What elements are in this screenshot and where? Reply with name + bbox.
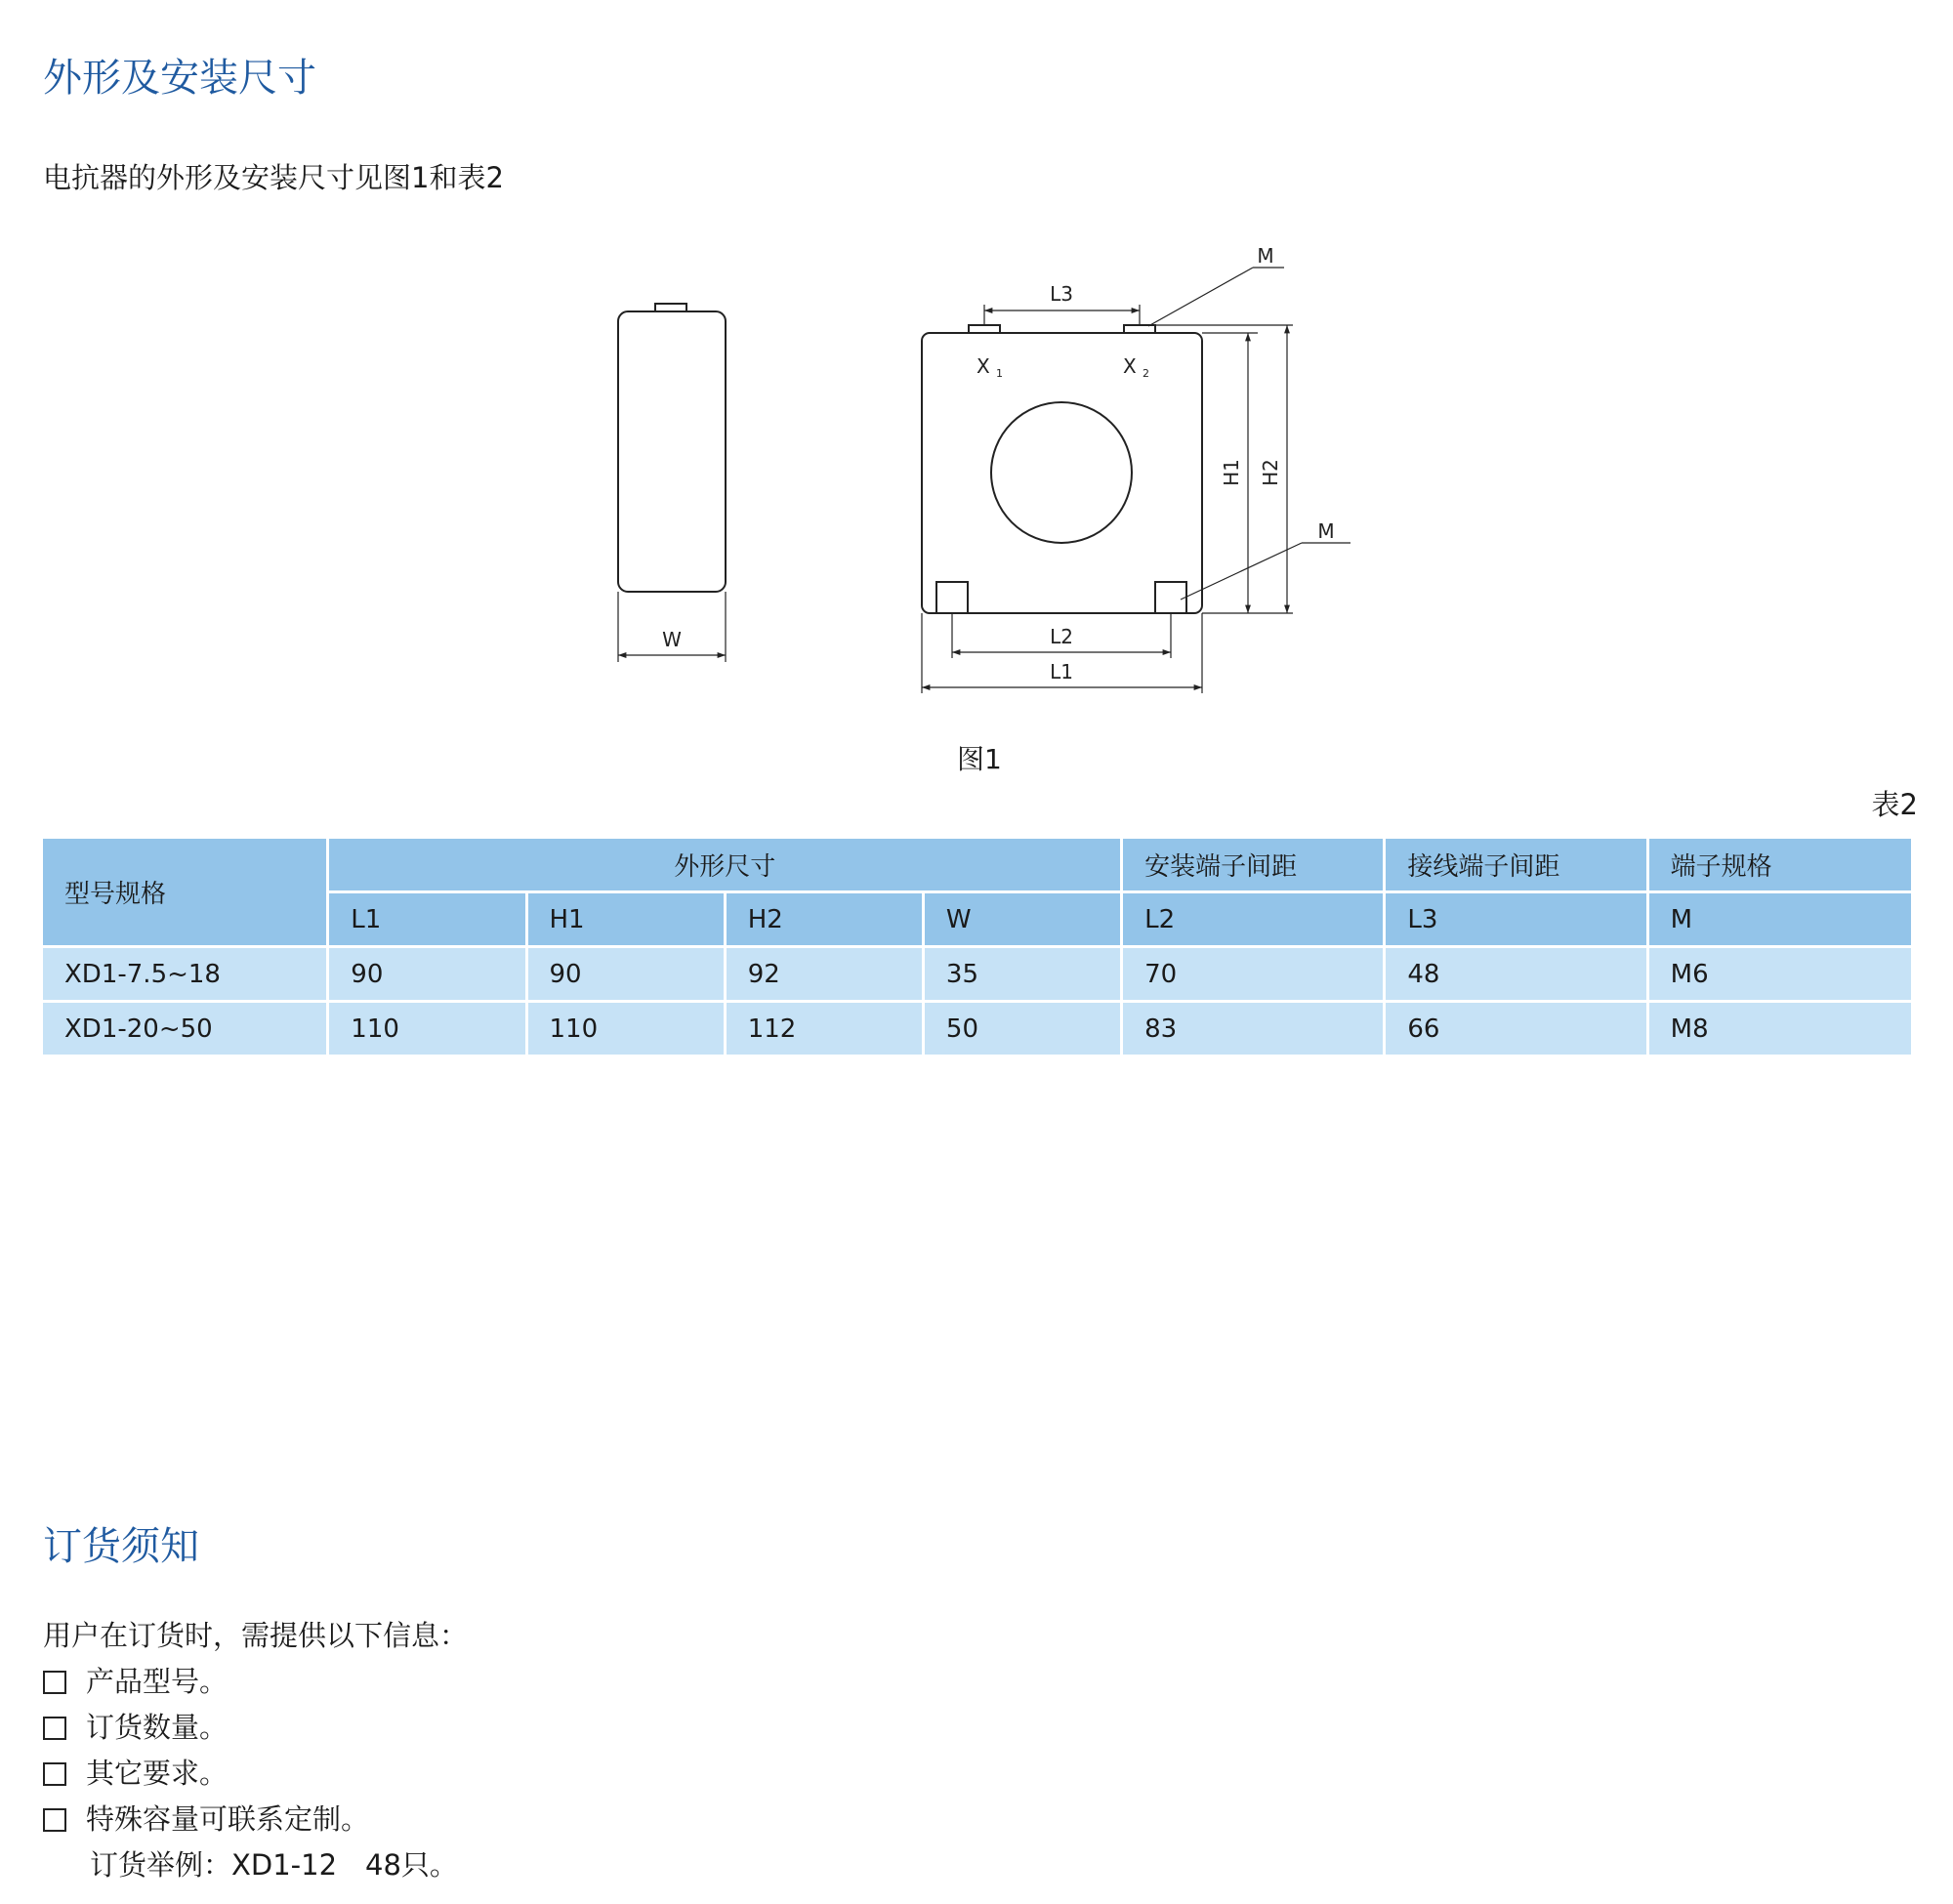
checkbox-icon [43,1762,66,1786]
m-leader-top [1148,268,1253,326]
header-model: 型号规格 [43,839,326,945]
m-leader-bottom [1181,543,1302,600]
cell-w: 35 [925,948,1120,1000]
mount-foot-right [1155,582,1186,613]
cell-model: XD1-7.5~18 [43,948,326,1000]
table-row [43,948,1911,1000]
list-item-label: 其它要求。 [86,1757,229,1790]
checkbox-icon [43,1717,66,1740]
cell-m: M6 [1649,948,1911,1000]
checkbox-icon [43,1671,66,1694]
cell-l2: 70 [1123,948,1383,1000]
list-item [43,1705,468,1751]
terminal-x2 [1124,325,1155,333]
figure-caption: 图1 [957,743,1002,775]
dimension-table [40,836,1914,1057]
header-m: M [1649,893,1911,945]
front-view-body [922,333,1202,613]
cell-l3: 48 [1386,948,1645,1000]
label-h2: H2 [1259,459,1282,486]
list-item [43,1659,468,1705]
header-l3: L3 [1386,893,1645,945]
cell-w: 50 [925,1003,1120,1055]
cell-l3: 66 [1386,1003,1645,1055]
label-x1-sub: 1 [996,367,1003,380]
table-caption: 表2 [1871,788,1918,821]
header-mount: 安装端子间距 [1123,839,1383,890]
cell-h1: 110 [528,1003,724,1055]
cell-m: M8 [1649,1003,1911,1055]
terminal-x1 [969,325,1000,333]
table-header-row-1 [43,839,1911,890]
mount-foot-left [936,582,968,613]
cell-l2: 83 [1123,1003,1383,1055]
side-view-body [618,311,726,592]
header-terminal: 端子规格 [1649,839,1911,890]
header-h2: H2 [727,893,922,945]
dimensions-intro-text: 电抗器的外形及安装尺寸见图1和表2 [43,161,504,194]
cell-model: XD1-20~50 [43,1003,326,1055]
header-outline: 外形尺寸 [329,839,1120,890]
header-w: W [925,893,1120,945]
label-m-bottom: M [1317,519,1335,543]
section-title-ordering: 订货须知 [43,1524,199,1569]
list-item-label: 特殊容量可联系定制。 [86,1802,370,1836]
cell-h1: 90 [528,948,724,1000]
ordering-info [43,1613,468,1888]
list-item [43,1751,468,1797]
table-row [43,1003,1911,1055]
label-l2: L2 [1050,625,1073,648]
list-item-label: 订货数量。 [86,1711,229,1744]
cell-l1: 110 [329,1003,524,1055]
cell-l1: 90 [329,948,524,1000]
section-title-dimensions: 外形及安装尺寸 [43,56,316,101]
label-x1: X [976,354,990,378]
header-l1: L1 [329,893,524,945]
list-item [43,1797,468,1842]
ordering-example: 订货举例：XD1-12 48只。 [90,1848,458,1882]
header-h1: H1 [528,893,724,945]
label-w: W [662,628,682,651]
dimension-drawing [0,0,1953,801]
label-l3: L3 [1050,282,1073,306]
side-view-terminal [655,304,686,311]
cell-h2: 112 [727,1003,922,1055]
ordering-intro-text: 用户在订货时，需提供以下信息： [43,1619,469,1652]
label-x2-sub: 2 [1143,367,1149,380]
header-l2: L2 [1123,893,1383,945]
label-x2: X [1123,354,1137,378]
cell-h2: 92 [727,948,922,1000]
center-hole [991,402,1132,543]
checkbox-icon [43,1808,66,1832]
list-item-label: 产品型号。 [86,1665,229,1698]
label-h1: H1 [1220,459,1243,486]
label-l1: L1 [1050,660,1073,683]
header-wiring: 接线端子间距 [1386,839,1645,890]
label-m-top: M [1257,244,1274,268]
